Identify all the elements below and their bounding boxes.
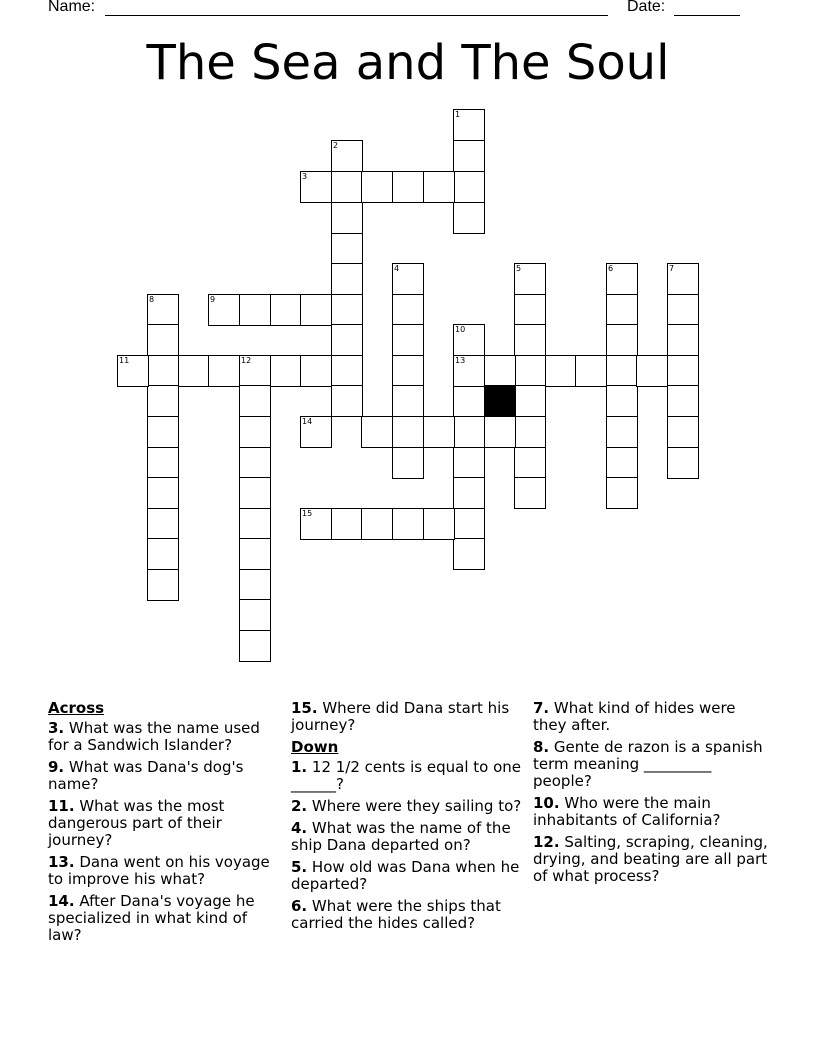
grid-cell[interactable] (606, 416, 638, 448)
grid-cell[interactable] (239, 599, 271, 631)
grid-cell[interactable] (514, 355, 546, 387)
grid-cell[interactable] (453, 385, 485, 417)
grid-cell[interactable] (453, 477, 485, 509)
grid-cell[interactable] (392, 324, 424, 356)
grid-cell[interactable] (453, 202, 485, 234)
cell-number: 6 (608, 264, 614, 273)
grid-cell[interactable] (300, 416, 332, 448)
clue-number: 6. (291, 897, 308, 915)
clues-column-1 (48, 700, 284, 949)
clue (291, 759, 527, 793)
clue-text: What was the most dangerous part of their journey? (48, 797, 225, 849)
grid-cell[interactable] (147, 538, 179, 570)
grid-cell[interactable] (392, 385, 424, 417)
grid-cell[interactable] (606, 385, 638, 417)
clue (533, 795, 769, 829)
grid-cell[interactable] (178, 355, 210, 387)
grid-cell[interactable] (147, 355, 179, 387)
grid-cell[interactable] (331, 171, 363, 203)
grid-cell[interactable] (484, 355, 516, 387)
grid-cell[interactable] (514, 263, 546, 295)
grid-cell[interactable] (514, 477, 546, 509)
grid-cell[interactable] (514, 324, 546, 356)
grid-cell[interactable] (300, 294, 332, 326)
grid-cell[interactable] (331, 385, 363, 417)
grid-cell[interactable] (331, 508, 363, 540)
clue (48, 854, 284, 888)
cell-number: 2 (333, 141, 339, 150)
clue (533, 700, 769, 734)
clue (48, 798, 284, 849)
grid-cell[interactable] (239, 416, 271, 448)
grid-cell[interactable] (514, 385, 546, 417)
cell-number: 4 (394, 264, 400, 273)
grid-cell[interactable] (453, 508, 485, 540)
grid-cell[interactable] (575, 355, 607, 387)
clue-number: 12. (533, 833, 560, 851)
clue-text: Dana went on his voyage to improve his what? (48, 853, 270, 888)
grid-cell[interactable] (423, 171, 455, 203)
grid-cell[interactable] (392, 171, 424, 203)
puzzle-title: The Sea and The Soul (146, 35, 670, 91)
clue-number: 9. (48, 758, 65, 776)
grid-cell[interactable] (147, 416, 179, 448)
grid-cell[interactable] (300, 171, 332, 203)
clue-number: 11. (48, 797, 75, 815)
clue-number: 4. (291, 819, 308, 837)
cell-number: 5 (516, 264, 522, 273)
grid-cell[interactable] (392, 508, 424, 540)
clue (291, 798, 527, 815)
across-heading: Across (48, 699, 105, 717)
grid-cell[interactable] (239, 630, 271, 662)
cell-number: 8 (149, 295, 155, 304)
clue-number: 3. (48, 719, 65, 737)
clue-text: 12 1/2 cents is equal to one ______? (291, 758, 521, 793)
clue (291, 898, 527, 932)
grid-cell[interactable] (239, 477, 271, 509)
grid-cell[interactable] (606, 324, 638, 356)
grid-cell[interactable] (239, 294, 271, 326)
grid-cell[interactable] (514, 447, 546, 479)
grid-cell[interactable] (331, 140, 363, 172)
clue-number: 1. (291, 758, 308, 776)
grid-cell[interactable] (117, 355, 149, 387)
grid-cell[interactable] (514, 294, 546, 326)
grid-cell[interactable] (239, 447, 271, 479)
cell-number: 7 (669, 264, 675, 273)
clue-text: Who were the main inhabitants of California? (533, 794, 721, 829)
clue-number: 5. (291, 858, 308, 876)
clue-number: 8. (533, 738, 550, 756)
clue-text: What was the name of the ship Dana departed on? (291, 819, 511, 854)
grid-cell[interactable] (453, 140, 485, 172)
clue (291, 700, 527, 734)
clue (291, 820, 527, 854)
grid-cell[interactable] (606, 355, 638, 387)
grid-cell[interactable] (606, 447, 638, 479)
grid-cell[interactable] (667, 263, 699, 295)
clue-text: After Dana's voyage he specialized in what kind of law? (48, 892, 255, 944)
clue (533, 834, 769, 885)
grid-cell[interactable] (453, 171, 485, 203)
clue (48, 720, 284, 754)
cell-number: 13 (455, 356, 466, 365)
date-label: Date: (627, 0, 666, 15)
grid-cell[interactable] (423, 416, 455, 448)
grid-cell[interactable] (453, 324, 485, 356)
grid-cell[interactable] (208, 294, 240, 326)
grid-cell[interactable] (361, 416, 393, 448)
clue-text: Where were they sailing to? (307, 797, 522, 815)
grid-cell[interactable] (147, 569, 179, 601)
grid-cell[interactable] (300, 355, 332, 387)
grid-cell[interactable] (606, 294, 638, 326)
grid-cell[interactable] (208, 355, 240, 387)
grid-cell[interactable] (392, 263, 424, 295)
clue-text: Salting, scraping, cleaning, drying, and beating are all part of what process? (533, 833, 768, 885)
clue-number: 10. (533, 794, 560, 812)
clue-number: 15. (291, 699, 318, 717)
grid-cell[interactable] (392, 447, 424, 479)
grid-cell[interactable] (361, 171, 393, 203)
grid-cell[interactable] (606, 263, 638, 295)
grid-cell[interactable] (361, 508, 393, 540)
cell-number: 1 (455, 110, 461, 119)
grid-cell[interactable] (514, 416, 546, 448)
clue (291, 859, 527, 893)
grid-cell[interactable] (239, 569, 271, 601)
grid-cell[interactable] (667, 416, 699, 448)
clues-column-2 (291, 700, 527, 937)
clue-text: What were the ships that carried the hides called? (291, 897, 501, 932)
clue-text: Where did Dana start his journey? (291, 699, 510, 734)
cell-number: 10 (455, 325, 466, 334)
grid-cell[interactable] (239, 538, 271, 570)
grid-cell[interactable] (484, 416, 516, 448)
grid-cell[interactable] (453, 355, 485, 387)
cell-number: 15 (302, 509, 313, 518)
grid-cell[interactable] (147, 324, 179, 356)
down-heading: Down (291, 738, 339, 756)
grid-cell[interactable] (453, 538, 485, 570)
cell-number: 11 (119, 356, 130, 365)
grid-cell[interactable] (636, 355, 668, 387)
grid-cell[interactable] (147, 447, 179, 479)
grid-cell[interactable] (667, 385, 699, 417)
grid-cell[interactable] (147, 477, 179, 509)
grid-cell[interactable] (423, 508, 455, 540)
cell-number: 9 (210, 295, 216, 304)
grid-cell[interactable] (667, 324, 699, 356)
grid-cell[interactable] (453, 109, 485, 141)
clue-text: What was the name used for a Sandwich Islander? (48, 719, 260, 754)
clue-text: What was Dana's dog's name? (48, 758, 244, 793)
grid-cell[interactable] (392, 416, 424, 448)
cell-number: 3 (302, 172, 308, 181)
grid-cell[interactable] (147, 294, 179, 326)
black-cell (484, 385, 516, 417)
clues-column-3 (533, 700, 769, 890)
grid-cell[interactable] (453, 447, 485, 479)
clue-text: What kind of hides were they after. (533, 699, 736, 734)
grid-cell[interactable] (392, 355, 424, 387)
grid-cell[interactable] (606, 477, 638, 509)
grid-cell[interactable] (453, 416, 485, 448)
grid-cell[interactable] (300, 508, 332, 540)
clue (533, 739, 769, 790)
grid-cell[interactable] (147, 508, 179, 540)
grid-cell[interactable] (392, 294, 424, 326)
cell-number: 12 (241, 356, 252, 365)
clue-text: How old was Dana when he departed? (291, 858, 520, 893)
grid-cell[interactable] (667, 447, 699, 479)
clue (48, 893, 284, 944)
clue-number: 14. (48, 892, 75, 910)
grid-cell[interactable] (667, 294, 699, 326)
grid-cell[interactable] (239, 385, 271, 417)
cell-number: 14 (302, 417, 313, 426)
grid-cell[interactable] (147, 385, 179, 417)
grid-cell[interactable] (239, 355, 271, 387)
grid-cell[interactable] (331, 233, 363, 265)
grid-cell[interactable] (270, 294, 302, 326)
grid-cell[interactable] (331, 202, 363, 234)
clue-number: 13. (48, 853, 75, 871)
grid-cell[interactable] (331, 263, 363, 295)
grid-cell[interactable] (667, 355, 699, 387)
name-label: Name: (48, 0, 96, 15)
grid-cell[interactable] (331, 324, 363, 356)
grid-cell[interactable] (545, 355, 577, 387)
clue-number: 2. (291, 797, 308, 815)
clue (48, 759, 284, 793)
clue-text: Gente de razon is a spanish term meaning _________ people? (533, 738, 763, 790)
grid-cell[interactable] (331, 355, 363, 387)
grid-cell[interactable] (239, 508, 271, 540)
clue-number: 7. (533, 699, 550, 717)
grid-cell[interactable] (331, 294, 363, 326)
grid-cell[interactable] (270, 355, 302, 387)
